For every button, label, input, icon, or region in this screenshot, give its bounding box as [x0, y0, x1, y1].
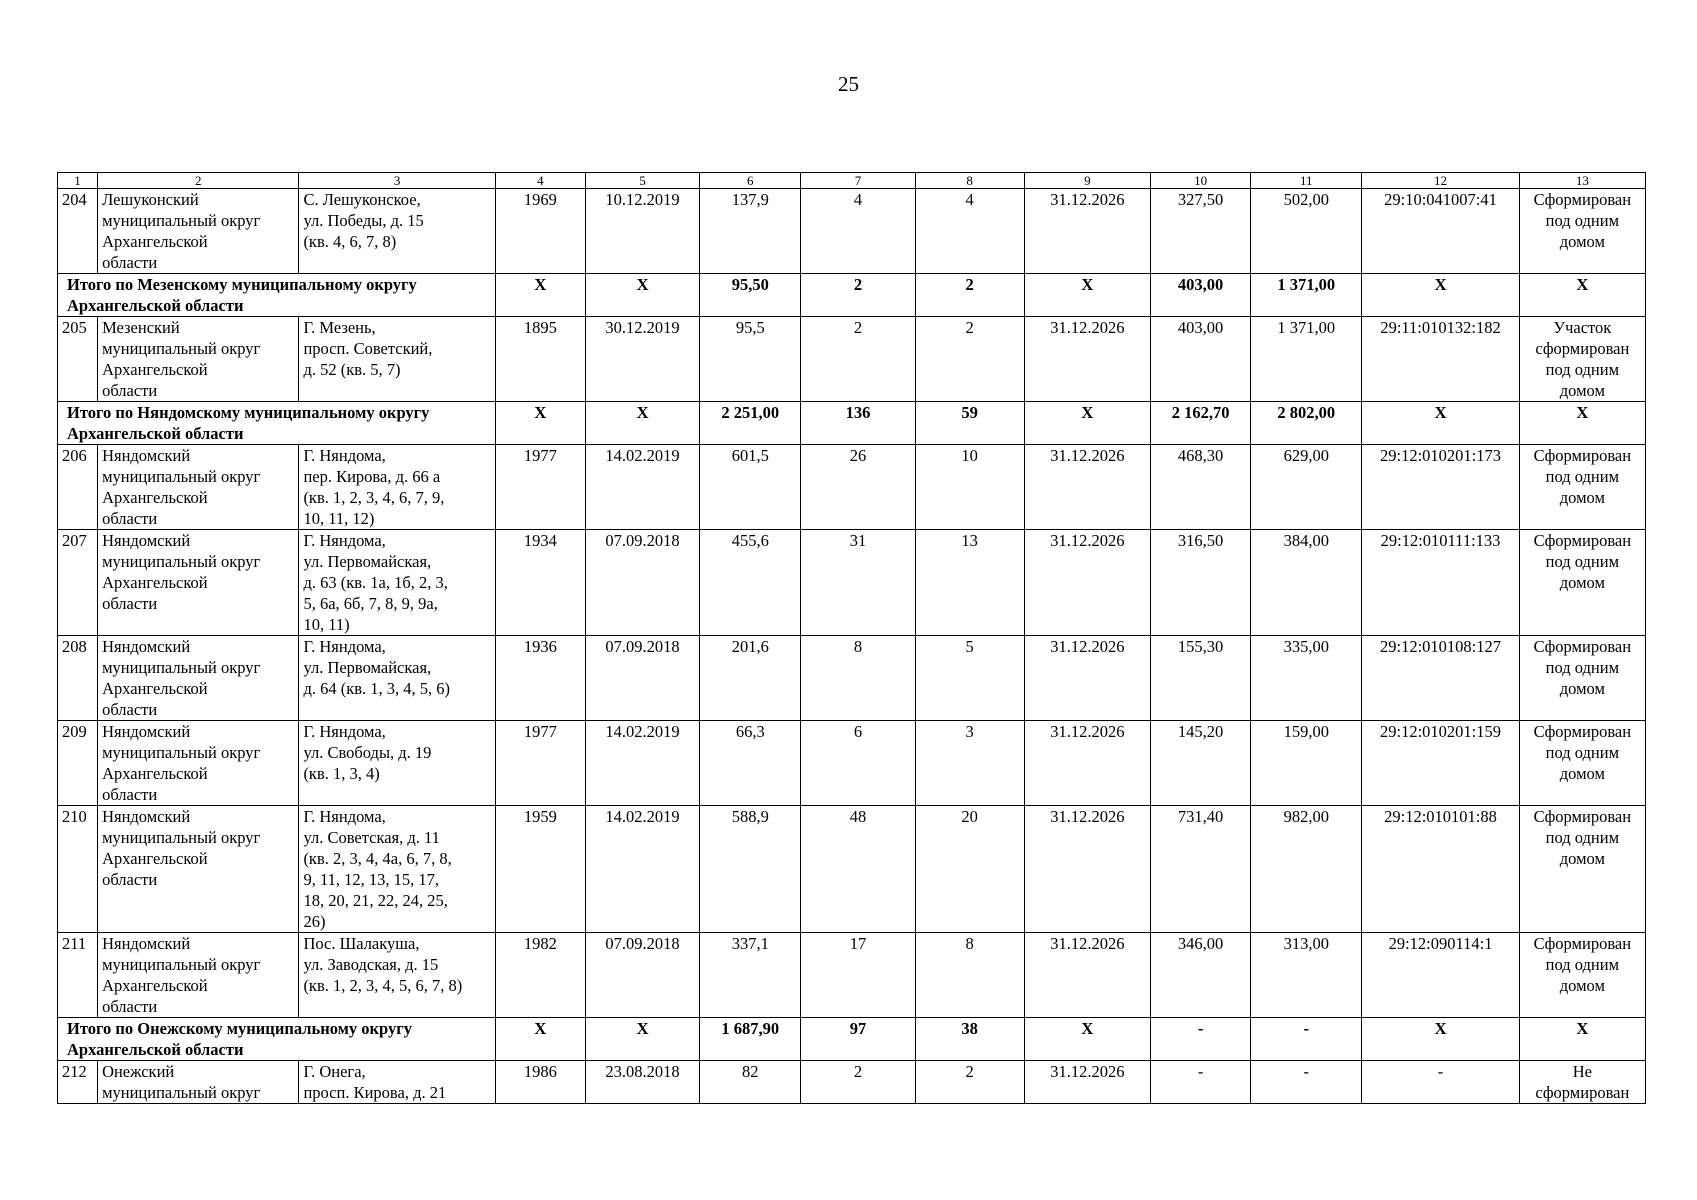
cadastral-number-cell: X [1362, 274, 1519, 317]
row-number-cell: 206 [58, 445, 98, 530]
table-row [58, 806, 1646, 933]
address-cell: Г. Няндома, пер. Кирова, д. 66 а (кв. 1, 2, 3, 4, 6, 7, 9, 10, 11, 12) [299, 445, 495, 530]
resettlement-deadline-cell: 31.12.2026 [1024, 530, 1150, 636]
column-number-5: 5 [585, 173, 699, 189]
resettlement-deadline-cell: X [1024, 274, 1150, 317]
recognition-date-cell: 23.08.2018 [585, 1061, 699, 1104]
build-year-cell: X [495, 1018, 585, 1061]
build-year-cell: 1936 [495, 636, 585, 721]
build-year-cell: 1934 [495, 530, 585, 636]
build-year-cell: 1977 [495, 445, 585, 530]
row-number-cell: 212 [58, 1061, 98, 1104]
col11-cell: 384,00 [1251, 530, 1362, 636]
apartments-cell: 3 [915, 721, 1024, 806]
area-cell: 82 [700, 1061, 801, 1104]
col11-cell: - [1251, 1061, 1362, 1104]
build-year-cell: 1969 [495, 189, 585, 274]
area-cell: 66,3 [700, 721, 801, 806]
recognition-date-cell: 30.12.2019 [585, 317, 699, 402]
residents-cell: 17 [801, 933, 915, 1018]
district-cell: Няндомский муниципальный округ Архангельской области [98, 445, 299, 530]
address-cell: Г. Онега, просп. Кирова, д. 21 [299, 1061, 495, 1104]
col11-cell: 313,00 [1251, 933, 1362, 1018]
table-row [58, 933, 1646, 1018]
row-number-cell: 211 [58, 933, 98, 1018]
resettlement-deadline-cell: X [1024, 1018, 1150, 1061]
row-number-cell: 209 [58, 721, 98, 806]
build-year-cell: 1959 [495, 806, 585, 933]
resettlement-deadline-cell: 31.12.2026 [1024, 721, 1150, 806]
build-year-cell: 1982 [495, 933, 585, 1018]
apartments-cell: 59 [915, 402, 1024, 445]
land-plot-status-cell: Сформирован под одним домом [1519, 721, 1645, 806]
land-plot-status-cell: X [1519, 274, 1645, 317]
cadastral-number-cell: X [1362, 1018, 1519, 1061]
cadastral-number-cell: 29:12:010201:159 [1362, 721, 1519, 806]
col10-cell: 346,00 [1150, 933, 1250, 1018]
area-cell: 588,9 [700, 806, 801, 933]
residents-cell: 97 [801, 1018, 915, 1061]
land-plot-status-cell: Сформирован под одним домом [1519, 636, 1645, 721]
residents-cell: 26 [801, 445, 915, 530]
table-row [58, 1061, 1646, 1104]
col10-cell: 2 162,70 [1150, 402, 1250, 445]
resettlement-deadline-cell: 31.12.2026 [1024, 317, 1150, 402]
area-cell: 95,5 [700, 317, 801, 402]
district-cell: Няндомский муниципальный округ Архангельской области [98, 721, 299, 806]
subtotal-label: Итого по Онежскому муниципальному округу Архангельской области [58, 1018, 496, 1061]
column-number-2: 2 [98, 173, 299, 189]
recognition-date-cell: X [585, 402, 699, 445]
land-plot-status-cell: Не сформирован [1519, 1061, 1645, 1104]
cadastral-number-cell: X [1362, 402, 1519, 445]
recognition-date-cell: 14.02.2019 [585, 806, 699, 933]
cadastral-number-cell: 29:12:010108:127 [1362, 636, 1519, 721]
column-number-1: 1 [58, 173, 98, 189]
area-cell: 137,9 [700, 189, 801, 274]
subtotal-label: Итого по Мезенскому муниципальному округу Архангельской области [58, 274, 496, 317]
district-cell: Няндомский муниципальный округ Архангельской области [98, 933, 299, 1018]
resettlement-deadline-cell: 31.12.2026 [1024, 806, 1150, 933]
col10-cell: 145,20 [1150, 721, 1250, 806]
row-number-cell: 207 [58, 530, 98, 636]
col11-cell: 2 802,00 [1251, 402, 1362, 445]
build-year-cell: 1895 [495, 317, 585, 402]
column-number-4: 4 [495, 173, 585, 189]
recognition-date-cell: X [585, 274, 699, 317]
land-plot-status-cell: X [1519, 402, 1645, 445]
land-plot-status-cell: Сформирован под одним домом [1519, 933, 1645, 1018]
area-cell: 601,5 [700, 445, 801, 530]
col11-cell: - [1251, 1018, 1362, 1061]
column-number-3: 3 [299, 173, 495, 189]
col11-cell: 982,00 [1251, 806, 1362, 933]
district-cell: Няндомский муниципальный округ Архангельской области [98, 636, 299, 721]
build-year-cell: X [495, 402, 585, 445]
recognition-date-cell: 07.09.2018 [585, 636, 699, 721]
apartments-cell: 4 [915, 189, 1024, 274]
row-number-cell: 210 [58, 806, 98, 933]
col10-cell: - [1150, 1018, 1250, 1061]
residents-cell: 8 [801, 636, 915, 721]
page-number: 25 [838, 72, 859, 96]
table-row [58, 317, 1646, 402]
registry-table [57, 172, 1646, 1104]
land-plot-status-cell: X [1519, 1018, 1645, 1061]
district-cell: Онежский муниципальный округ [98, 1061, 299, 1104]
residents-cell: 31 [801, 530, 915, 636]
subtotal-row [58, 402, 1646, 445]
row-number-cell: 208 [58, 636, 98, 721]
col11-cell: 1 371,00 [1251, 274, 1362, 317]
apartments-cell: 8 [915, 933, 1024, 1018]
residents-cell: 48 [801, 806, 915, 933]
residents-cell: 2 [801, 1061, 915, 1104]
residents-cell: 4 [801, 189, 915, 274]
district-cell: Мезенский муниципальный округ Архангельской области [98, 317, 299, 402]
residents-cell: 2 [801, 274, 915, 317]
table-row [58, 445, 1646, 530]
land-plot-status-cell: Участок сформирован под одним домом [1519, 317, 1645, 402]
col11-cell: 502,00 [1251, 189, 1362, 274]
row-number-cell: 205 [58, 317, 98, 402]
apartments-cell: 5 [915, 636, 1024, 721]
col10-cell: 155,30 [1150, 636, 1250, 721]
resettlement-deadline-cell: 31.12.2026 [1024, 1061, 1150, 1104]
apartments-cell: 2 [915, 274, 1024, 317]
apartments-cell: 20 [915, 806, 1024, 933]
subtotal-label: Итого по Няндомскому муниципальному округу Архангельской области [58, 402, 496, 445]
address-cell: Г. Мезень, просп. Советский, д. 52 (кв. 5, 7) [299, 317, 495, 402]
subtotal-row [58, 274, 1646, 317]
col11-cell: 1 371,00 [1251, 317, 1362, 402]
col10-cell: 403,00 [1150, 317, 1250, 402]
address-cell: Г. Няндома, ул. Свободы, д. 19 (кв. 1, 3, 4) [299, 721, 495, 806]
column-number-row [58, 173, 1646, 189]
col10-cell: 731,40 [1150, 806, 1250, 933]
land-plot-status-cell: Сформирован под одним домом [1519, 189, 1645, 274]
area-cell: 2 251,00 [700, 402, 801, 445]
table-row [58, 189, 1646, 274]
build-year-cell: X [495, 274, 585, 317]
resettlement-deadline-cell: 31.12.2026 [1024, 636, 1150, 721]
address-cell: С. Лешуконское, ул. Победы, д. 15 (кв. 4, 6, 7, 8) [299, 189, 495, 274]
column-number-7: 7 [801, 173, 915, 189]
apartments-cell: 2 [915, 317, 1024, 402]
column-number-9: 9 [1024, 173, 1150, 189]
address-cell: Г. Няндома, ул. Первомайская, д. 63 (кв. 1а, 1б, 2, 3, 5, 6а, 6б, 7, 8, 9, 9а, 10, 11) [299, 530, 495, 636]
table-row [58, 721, 1646, 806]
col10-cell: 403,00 [1150, 274, 1250, 317]
residents-cell: 136 [801, 402, 915, 445]
column-number-10: 10 [1150, 173, 1250, 189]
area-cell: 95,50 [700, 274, 801, 317]
cadastral-number-cell: - [1362, 1061, 1519, 1104]
cadastral-number-cell: 29:12:010201:173 [1362, 445, 1519, 530]
col10-cell: - [1150, 1061, 1250, 1104]
recognition-date-cell: 14.02.2019 [585, 445, 699, 530]
apartments-cell: 13 [915, 530, 1024, 636]
apartments-cell: 2 [915, 1061, 1024, 1104]
district-cell: Лешуконский муниципальный округ Архангельской области [98, 189, 299, 274]
area-cell: 201,6 [700, 636, 801, 721]
row-number-cell: 204 [58, 189, 98, 274]
land-plot-status-cell: Сформирован под одним домом [1519, 445, 1645, 530]
area-cell: 337,1 [700, 933, 801, 1018]
cadastral-number-cell: 29:12:010111:133 [1362, 530, 1519, 636]
col10-cell: 316,50 [1150, 530, 1250, 636]
column-number-6: 6 [700, 173, 801, 189]
apartments-cell: 10 [915, 445, 1024, 530]
district-cell: Няндомский муниципальный округ Архангельской области [98, 530, 299, 636]
recognition-date-cell: 14.02.2019 [585, 721, 699, 806]
residents-cell: 2 [801, 317, 915, 402]
column-number-13: 13 [1519, 173, 1645, 189]
col10-cell: 327,50 [1150, 189, 1250, 274]
area-cell: 455,6 [700, 530, 801, 636]
resettlement-deadline-cell: 31.12.2026 [1024, 445, 1150, 530]
column-number-11: 11 [1251, 173, 1362, 189]
subtotal-row [58, 1018, 1646, 1061]
address-cell: Г. Няндома, ул. Советская, д. 11 (кв. 2, 3, 4, 4а, 6, 7, 8, 9, 11, 12, 13, 15, 17, 18, 20, 21, 22, 24, 25, 26) [299, 806, 495, 933]
build-year-cell: 1977 [495, 721, 585, 806]
apartments-cell: 38 [915, 1018, 1024, 1061]
cadastral-number-cell: 29:12:090114:1 [1362, 933, 1519, 1018]
registry-table-body [58, 173, 1646, 1104]
col11-cell: 335,00 [1251, 636, 1362, 721]
cadastral-number-cell: 29:10:041007:41 [1362, 189, 1519, 274]
table-row [58, 636, 1646, 721]
recognition-date-cell: 07.09.2018 [585, 530, 699, 636]
table-row [58, 530, 1646, 636]
address-cell: Пос. Шалакуша, ул. Заводская, д. 15 (кв. 1, 2, 3, 4, 5, 6, 7, 8) [299, 933, 495, 1018]
cadastral-number-cell: 29:11:010132:182 [1362, 317, 1519, 402]
col11-cell: 629,00 [1251, 445, 1362, 530]
cadastral-number-cell: 29:12:010101:88 [1362, 806, 1519, 933]
address-cell: Г. Няндома, ул. Первомайская, д. 64 (кв. 1, 3, 4, 5, 6) [299, 636, 495, 721]
recognition-date-cell: X [585, 1018, 699, 1061]
build-year-cell: 1986 [495, 1061, 585, 1104]
column-number-12: 12 [1362, 173, 1519, 189]
land-plot-status-cell: Сформирован под одним домом [1519, 806, 1645, 933]
resettlement-deadline-cell: 31.12.2026 [1024, 189, 1150, 274]
resettlement-deadline-cell: X [1024, 402, 1150, 445]
recognition-date-cell: 10.12.2019 [585, 189, 699, 274]
col10-cell: 468,30 [1150, 445, 1250, 530]
land-plot-status-cell: Сформирован под одним домом [1519, 530, 1645, 636]
district-cell: Няндомский муниципальный округ Архангельской области [98, 806, 299, 933]
resettlement-deadline-cell: 31.12.2026 [1024, 933, 1150, 1018]
col11-cell: 159,00 [1251, 721, 1362, 806]
recognition-date-cell: 07.09.2018 [585, 933, 699, 1018]
residents-cell: 6 [801, 721, 915, 806]
column-number-8: 8 [915, 173, 1024, 189]
area-cell: 1 687,90 [700, 1018, 801, 1061]
